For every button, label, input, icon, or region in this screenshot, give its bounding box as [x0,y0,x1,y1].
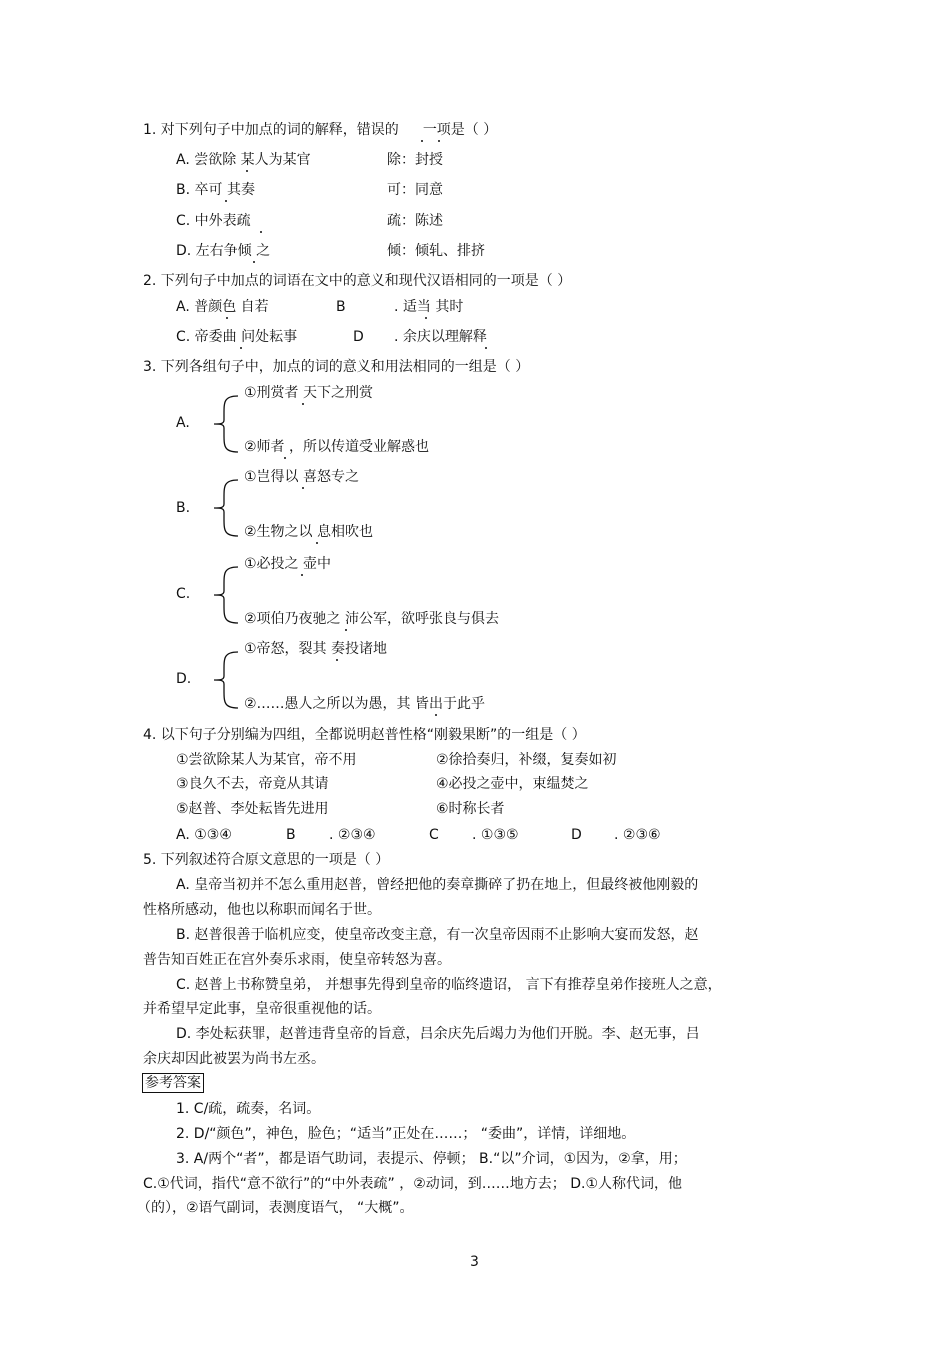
q4-choice-b-letter: B [286,827,296,843]
q5-option-b-line1: B. 赵普很善于临机应变，使皇帝改变主意，有一次皇帝因雨不止影响大宴而发怒，赵 [176,927,699,943]
q4-item-1: ①尝欲除某人为某官，帝不用 [176,752,357,768]
q3-group-a-s2: ②师者 ，所以传道受业解惑也 [244,439,430,455]
emphasis-dot [302,403,304,405]
q2-option-b: . 适当 其时 [394,299,464,315]
q3-group-a-label: A. [176,415,190,431]
q5-option-d-line2: 余庆却因此被罢为尚书左丞。 [143,1051,325,1067]
q5-option-b-line2: 普告知百姓正在宫外奏乐求雨，使皇帝转怒为喜。 [143,952,451,968]
q4-stem: 4. 以下句子分别编为四组，全都说明赵普性格“刚毅果断”的一组是（ ） [143,727,586,743]
brace-icon [200,565,240,625]
q5-stem: 5. 下列叙述符合原文意思的一项是（ ） [143,852,390,868]
q2-option-d: . 余庆以理解释 [394,329,487,345]
q3-group-d-s2: ②……愚人之所以为愚，其 皆出于此乎 [244,696,486,712]
emphasis-dot [301,574,303,576]
emphasis-dot [226,317,228,319]
q3-group-b-s2: ②生物之以 息相吹也 [244,524,374,540]
q4-item-2: ②徐拾奏归，补缀，复奏如初 [436,752,617,768]
q3-group-c-s1: ①必投之 壶中 [244,556,332,572]
q4-choice-a: A. ①③④ [176,827,232,843]
brace-icon [200,394,240,454]
answer-line-2: 2. D/“颜色”，神色，脸色；“适当”正处在……； “委曲”，详情，详细地。 [176,1126,636,1142]
q4-choice-c: . ①③⑤ [472,827,519,843]
q2-option-d-letter: D [353,329,364,345]
page-number: 3 [470,1254,479,1270]
q1-gloss-d: 倾：倾轧、排挤 [387,243,485,259]
q1-stem: 1. 对下列句子中加点的词的解释，错误的 一项是（ ） [143,122,498,138]
answer-key-title: 参考答案 [142,1073,204,1093]
emphasis-dot [336,659,338,661]
emphasis-dot [260,231,262,233]
q5-option-a-line1: A. 皇帝当初并不怎么重用赵普，曾经把他的奏章撕碎了扔在地上，但最终被他刚毅的 [176,877,699,893]
q1-gloss-c: 疏：陈述 [387,213,443,229]
emphasis-dot [240,347,242,349]
emphasis-dot [225,200,227,202]
brace-icon [200,650,240,710]
q4-choice-d-letter: D [571,827,582,843]
answer-line-3: 3. A/两个“者”，都是语气助词，表提示、停顿； B.“以”介词，①因为，②拿，用； [176,1151,687,1167]
q1-option-a: A. 尝欲除 某人为某官 [176,152,311,168]
q4-item-4: ④必投之壶中，束缊焚之 [436,776,589,792]
q3-group-d-s1: ①帝怒，裂其 奏投诸地 [244,641,388,657]
q3-group-c-s2: ②项伯乃夜驰之 沛公军，欲呼张良与俱去 [244,611,499,627]
q5-option-c-line1: C. 赵普上书称赞皇弟， 并想事先得到皇帝的临终遗诏， 言下有推荐皇弟作接班人之意， [176,977,722,993]
q4-item-5: ⑤赵普、李处耘皆先进用 [176,801,329,817]
emphasis-dot [485,347,487,349]
q2-option-c: C. 帝委曲 问处耘事 [176,329,298,345]
q1-option-b: B. 卒可 其奏 [176,182,255,198]
q5-option-c-line2: 并希望早定此事，皇帝很重视他的话。 [143,1001,381,1017]
emphasis-dot [438,140,440,142]
emphasis-dot [435,714,437,716]
q2-stem: 2. 下列句子中加点的词语在文中的意义和现代汉语相同的一项是（ ） [143,273,572,289]
answer-line-5: （的），②语气副词，表测度语气， “大概”。 [137,1200,414,1216]
q4-choice-d: . ②③⑥ [614,827,661,843]
q5-option-a-line2: 性格所感动，他也以称职而闻名于世。 [143,902,381,918]
q5-option-d-line1: D. 李处耘获罪，赵普违背皇帝的旨意，吕余庆先后竭力为他们开脱。李、赵无事，吕 [176,1026,700,1042]
emphasis-dot [253,261,255,263]
q3-group-b-s1: ①岂得以 喜怒专之 [244,469,360,485]
emphasis-dot [421,140,423,142]
q1-option-c: C. 中外表疏 [176,213,251,229]
q4-choice-c-letter: C [429,827,439,843]
q4-item-6: ⑥时称长者 [436,801,505,817]
q2-option-b-letter: B [336,299,346,315]
emphasis-dot [316,542,318,544]
emphasis-dot [284,457,286,459]
q3-group-c-label: C. [176,586,191,602]
emphasis-dot [425,317,427,319]
q3-stem: 3. 下列各组句子中，加点的词的意义和用法相同的一组是（ ） [143,359,530,375]
q1-gloss-b: 可：同意 [387,182,443,198]
emphasis-dot [246,170,248,172]
emphasis-dot [302,487,304,489]
answer-line-1: 1. C/疏，疏奏，名词。 [176,1101,321,1117]
brace-icon [200,478,240,538]
q3-group-d-label: D. [176,671,192,687]
q4-choice-b: . ②③④ [329,827,376,843]
q3-group-a-s1: ①刑赏者 天下之刑赏 [244,385,374,401]
answer-line-4: C.①代词，指代“意不欲行”的“中外表疏” ，②动词，到……地方去； D.①人称代词，他 [143,1176,683,1192]
q3-group-b-label: B. [176,500,191,516]
q1-gloss-a: 除：封授 [387,152,443,168]
q4-item-3: ③良久不去，帝竟从其请 [176,776,329,792]
q2-option-a: A. 普颜色 自若 [176,299,269,315]
q1-option-d: D. 左右争倾 之 [176,243,271,259]
emphasis-dot [345,629,347,631]
